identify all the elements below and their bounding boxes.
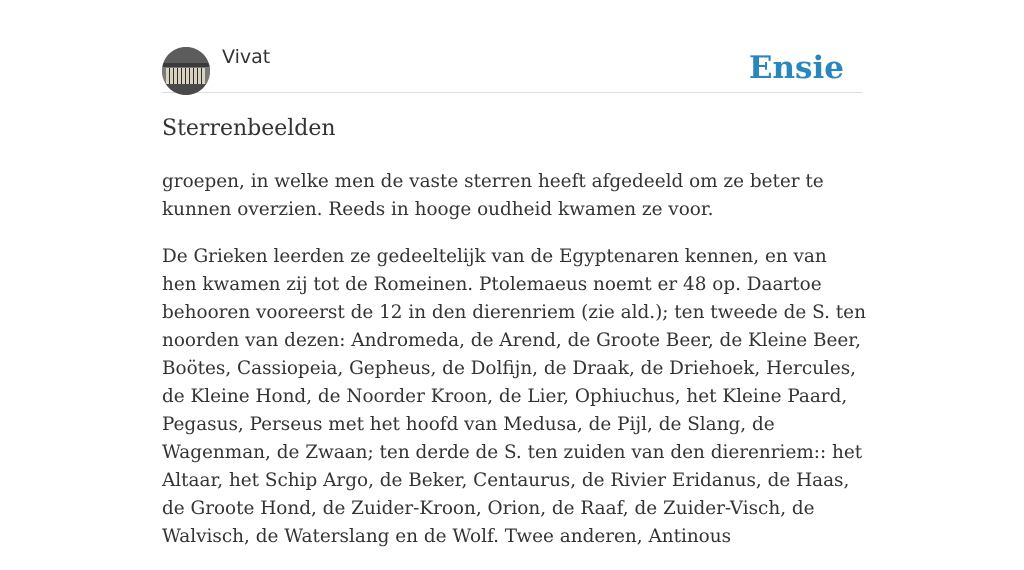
page-title: Sterrenbeelden <box>162 116 336 141</box>
brand-logo[interactable]: Ensie <box>748 50 844 86</box>
bookshelf-avatar-icon[interactable] <box>162 47 210 95</box>
paragraph: De Grieken leerden ze gedeeltelijk van de Egyptenaren kennen, en van hen kwamen zij tot de Romeinen. Ptolemaeus noemt er 48 op. Daartoe behooren vooreerst de 12 in den dierenriem (zie ald.); ten tweede de S. ten noorden van dezen: Andromeda, de Arend, de Groote Beer, de Kleine Beer, Boötes, Cassiopeia, Gepheus, de Dolfijn, de Draak, de Driehoek, Hercules, de Kleine Hond, de Noorder Kroon, de Lier, Ophiuchus, het Kleine Paard, Pegasus, Perseus met het hoofd van Medusa, de Pijl, de Slang, de Wagenman, de Zwaan; ten derde de S. ten zuiden van den dierenriem:: het Altaar, het Schip Argo, de Beker, Centaurus, de Rivier Eridanus, de Haas, de Groote Hond, de Zuider-Kroon, Orion, de Raaf, de Zuider-Visch, de Walvisch, de Waterslang en de Wolf. Twee anderen, Antinous <box>162 246 866 547</box>
paragraph: groepen, in welke men de vaste sterren heeft afgedeeld om ze beter te kunnen overzien. Reeds in hooge oudheid kwamen ze voor. <box>162 171 824 220</box>
header <box>162 46 862 93</box>
source-name[interactable]: Vivat <box>222 46 271 68</box>
article-body <box>162 168 867 570</box>
